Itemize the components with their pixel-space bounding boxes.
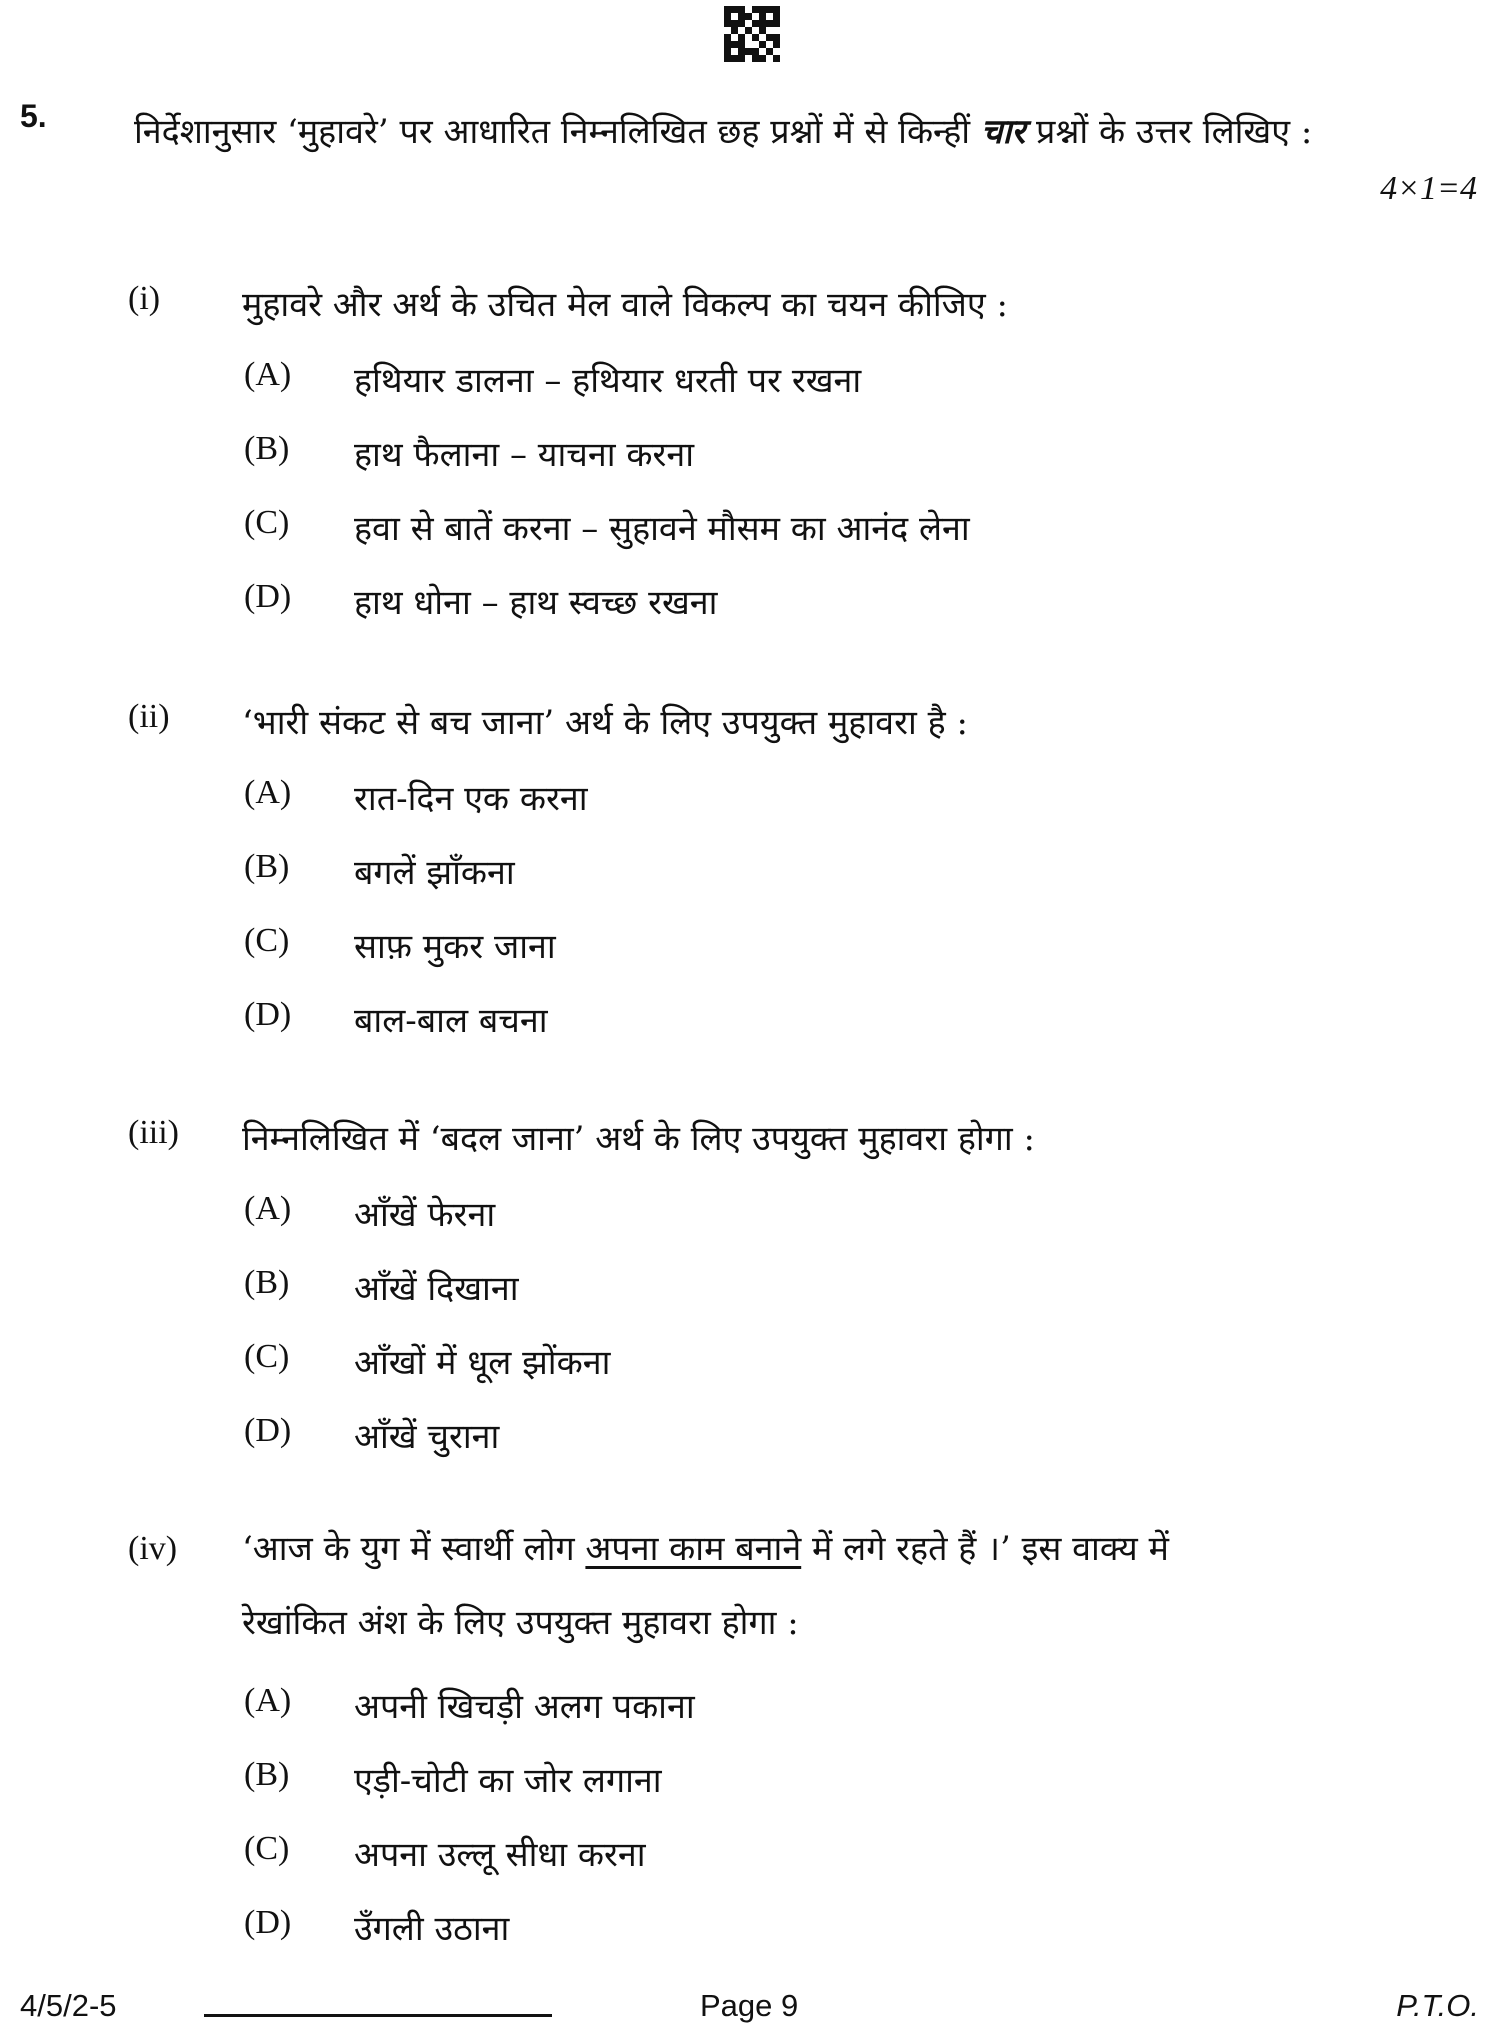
page-number: Page 9 — [700, 1988, 799, 2023]
option-label: (A) — [244, 1190, 292, 1227]
option-label: (B) — [244, 1264, 290, 1301]
subquestion-stem: निम्नलिखित में ‘बदल जाना’ अर्थ के लिए उपयुक्त मुहावरा होगा : — [242, 1119, 1035, 1159]
option-label: (B) — [244, 848, 290, 885]
option-label: (C) — [244, 1830, 290, 1867]
option-text: हवा से बातें करना – सुहावने मौसम का आनंद लेना — [354, 509, 970, 549]
option-label: (D) — [244, 1904, 292, 1941]
option-text: हथियार डालना – हथियार धरती पर रखना — [354, 361, 862, 401]
instruction-text: निर्देशानुसार ‘मुहावरे’ पर आधारित निम्नलिखित छह प्रश्नों में से किन्हीं — [134, 112, 981, 152]
option-text: आँखें फेरना — [354, 1195, 496, 1235]
option-label: (A) — [244, 774, 292, 811]
instruction-text-end: प्रश्नों के उत्तर लिखिए : — [1025, 112, 1313, 152]
qr-code — [724, 6, 780, 62]
footer-divider — [204, 2014, 552, 2017]
option-text: हाथ फैलाना – याचना करना — [354, 435, 695, 475]
underlined-phrase: अपना काम बनाने — [585, 1529, 802, 1569]
subquestion-number: (ii) — [128, 698, 170, 735]
option-text: आँखें चुराना — [354, 1417, 500, 1457]
subquestion-number: (iii) — [128, 1114, 179, 1151]
option-label: (D) — [244, 996, 292, 1033]
please-turn-over: P.T.O. — [1396, 1988, 1479, 2023]
option-label: (D) — [244, 578, 292, 615]
stem-text-end: में लगे रहते हैं ।’ इस वाक्य में — [801, 1529, 1169, 1569]
subquestion-number: (i) — [128, 280, 161, 317]
subquestion-stem — [242, 1512, 1492, 1660]
question-instruction — [134, 96, 1414, 168]
stem-text: ‘आज के युग में स्वार्थी लोग — [242, 1529, 586, 1569]
option-text: एड़ी-चोटी का जोर लगाना — [354, 1761, 662, 1801]
question-number: 5. — [20, 98, 47, 134]
option-text: बगलें झाँकना — [354, 853, 515, 893]
paper-code: 4/5/2-5 — [20, 1988, 117, 2023]
option-label: (B) — [244, 1756, 290, 1793]
instruction-emphasis: चार — [980, 112, 1026, 152]
option-text: अपना उल्लू सीधा करना — [354, 1835, 646, 1875]
option-label: (B) — [244, 430, 290, 467]
option-label: (C) — [244, 922, 290, 959]
subquestion-number: (iv) — [128, 1530, 178, 1567]
option-label: (D) — [244, 1412, 292, 1449]
option-label: (C) — [244, 1338, 290, 1375]
question-marks: 4×1=4 — [1380, 170, 1477, 207]
option-text: रात-दिन एक करना — [354, 779, 588, 819]
subquestion-stem: ‘भारी संकट से बच जाना’ अर्थ के लिए उपयुक्त मुहावरा है : — [242, 703, 968, 743]
option-text: आँखों में धूल झोंकना — [354, 1343, 611, 1383]
option-text: हाथ धोना – हाथ स्वच्छ रखना — [354, 583, 718, 623]
option-text: आँखें दिखाना — [354, 1269, 519, 1309]
option-label: (A) — [244, 1682, 292, 1719]
option-text: अपनी खिचड़ी अलग पकाना — [354, 1687, 695, 1727]
option-label: (A) — [244, 356, 292, 393]
option-label: (C) — [244, 504, 290, 541]
option-text: उँगली उठाना — [354, 1909, 510, 1949]
stem-line-2: रेखांकित अंश के लिए उपयुक्त मुहावरा होगा : — [242, 1603, 799, 1643]
page-footer — [0, 1988, 1505, 2028]
option-text: बाल-बाल बचना — [354, 1001, 548, 1041]
option-text: साफ़ मुकर जाना — [354, 927, 556, 967]
subquestion-stem: मुहावरे और अर्थ के उचित मेल वाले विकल्प का चयन कीजिए : — [242, 285, 1008, 325]
